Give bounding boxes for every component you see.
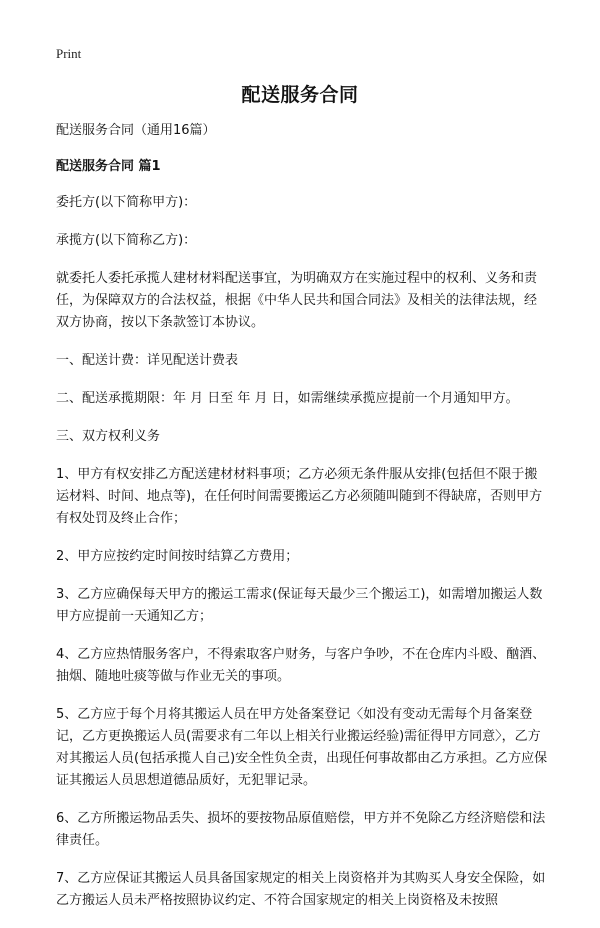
paragraph-preamble: 就委托人委托承揽人建材材料配送事宜，为明确双方在实施过程中的权利、义务和责任，为保障双方的合法权益，根据《中华人民共和国合同法》及相关的法律法规，经双方协商，按以下条款签订本协议。	[56, 271, 538, 330]
document-body	[56, 120, 548, 928]
paragraph-item-3: 3、乙方应确保每天甲方的搬运工需求(保证每天最少三个搬运工)，如需增加搬运人数甲方应提前一天通知乙方；	[56, 587, 543, 624]
paragraph-item-2: 2、甲方应按约定时间按时结算乙方费用；	[56, 549, 299, 564]
section-heading: 配送服务合同 篇1	[56, 159, 161, 174]
document-subtitle: 配送服务合同（通用16篇）	[56, 123, 216, 138]
paragraph-client: 委托方(以下简称甲方)：	[56, 195, 197, 210]
paragraph-contractor: 承揽方(以下简称乙方)：	[56, 233, 197, 248]
print-link[interactable]: Print	[56, 46, 82, 61]
paragraph-item-6: 6、乙方所搬运物品丢失、损坏的要按物品原值赔偿，甲方并不免除乙方经济赔偿和法律责任。	[56, 811, 546, 848]
paragraph-clause-2: 二、配送承揽期限：年 月 日至 年 月 日，如需继续承揽应提前一个月通知甲方。	[56, 391, 519, 406]
paragraph-item-4: 4、乙方应热情服务客户，不得索取客户财务，与客户争吵，不在仓库内斗殴、酗酒、抽烟、随地吐痰等做与作业无关的事项。	[56, 647, 546, 684]
paragraph-item-1: 1、甲方有权安排乙方配送建材材料事项；乙方必须无条件服从安排(包括但不限于搬运材料、时间、地点等)，在任何时间需要搬运乙方必须随叫随到不得缺席，否则甲方有权处罚及终止合作；	[56, 467, 543, 526]
page-title: 配送服务合同	[241, 84, 359, 106]
paragraph-item-7: 7、乙方应保证其搬运人员具备国家规定的相关上岗资格并为其购买人身安全保险，如乙方搬运人员未严格按照协议约定、不符合国家规定的相关上岗资格及未按照	[56, 871, 546, 908]
paragraph-item-5: 5、乙方应于每个月将其搬运人员在甲方处备案登记〈如没有变动无需每个月备案登记，乙方更换搬运人员(需要求有二年以上相关行业搬运经验)需征得甲方同意〉，乙方对其搬运人员(包括承揽人自己)安全性负全责，出现任何事故都由乙方承担。乙方应保证其搬运人员思想道德品质好，无犯罪记录。	[56, 707, 548, 788]
paragraph-clause-1: 一、配送计费：详见配送计费表	[56, 353, 239, 368]
paragraph-clause-3-heading: 三、双方权利义务	[56, 429, 161, 444]
